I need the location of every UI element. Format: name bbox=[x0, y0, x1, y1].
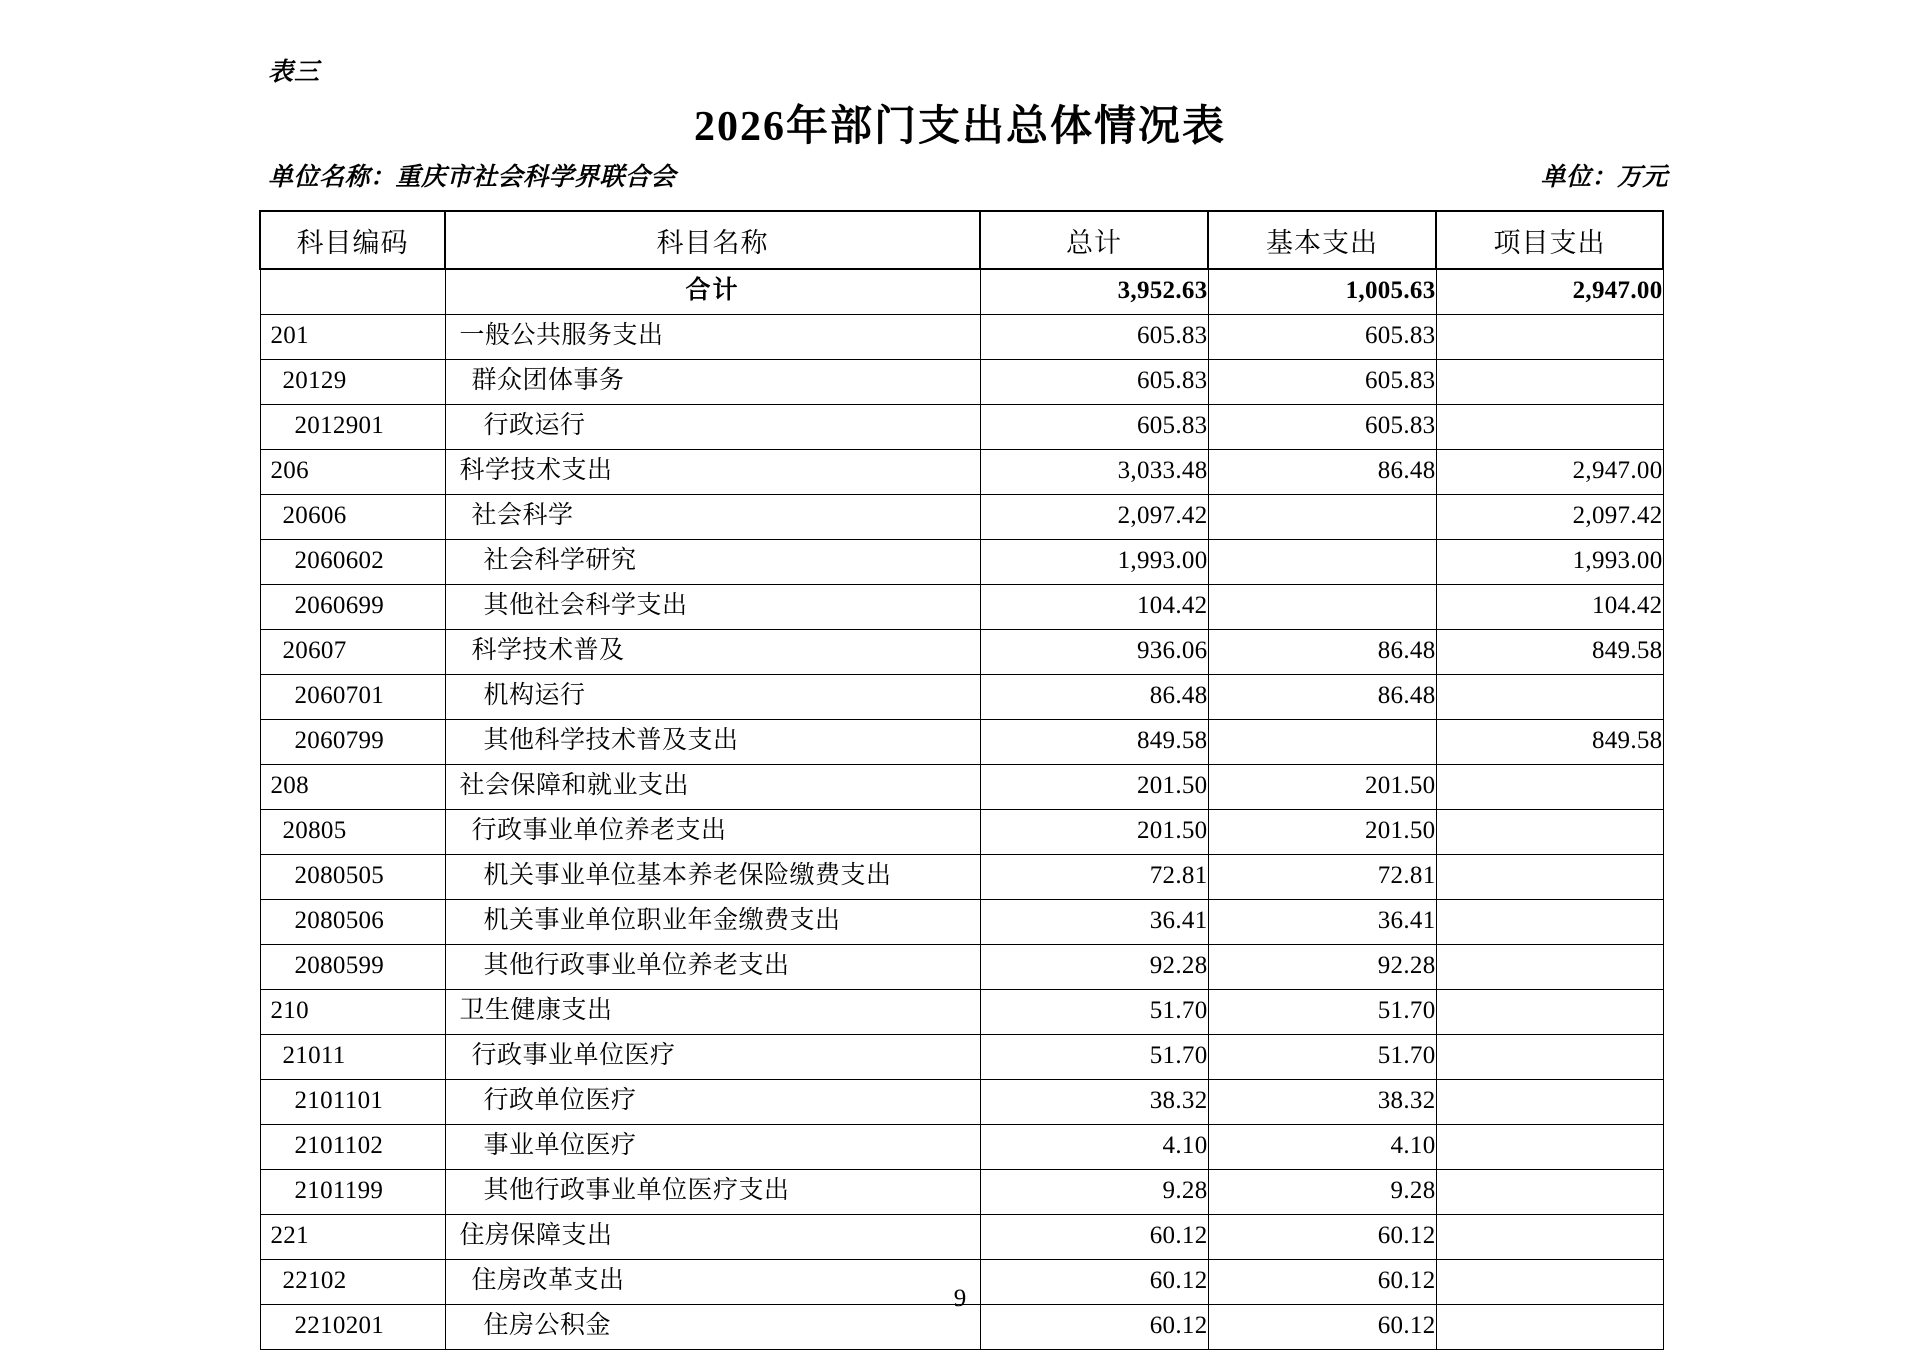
column-header-project: 项目支出 bbox=[1436, 211, 1663, 269]
cell-project bbox=[1436, 1169, 1663, 1214]
column-header-code: 科目编码 bbox=[260, 211, 445, 269]
cell-code: 2060602 bbox=[260, 539, 445, 584]
subtitle-row bbox=[268, 157, 1668, 193]
table-header-row bbox=[260, 211, 1663, 269]
column-header-name: 科目名称 bbox=[445, 211, 980, 269]
cell-name: 合计 bbox=[445, 269, 980, 314]
cell-code: 21011 bbox=[260, 1034, 445, 1079]
cell-basic: 86.48 bbox=[1208, 449, 1436, 494]
cell-basic: 51.70 bbox=[1208, 989, 1436, 1034]
cell-code: 20805 bbox=[260, 809, 445, 854]
cell-project bbox=[1436, 674, 1663, 719]
table-row bbox=[260, 1079, 1663, 1124]
cell-basic: 38.32 bbox=[1208, 1079, 1436, 1124]
cell-code: 2080506 bbox=[260, 899, 445, 944]
cell-name: 事业单位医疗 bbox=[445, 1124, 980, 1169]
cell-total: 2,097.42 bbox=[980, 494, 1208, 539]
cell-project bbox=[1436, 944, 1663, 989]
cell-name: 住房改革支出 bbox=[445, 1259, 980, 1304]
cell-basic: 4.10 bbox=[1208, 1124, 1436, 1169]
cell-project bbox=[1436, 1214, 1663, 1259]
cell-basic: 605.83 bbox=[1208, 404, 1436, 449]
cell-code bbox=[260, 269, 445, 314]
table-row bbox=[260, 584, 1663, 629]
cell-name: 机构运行 bbox=[445, 674, 980, 719]
cell-basic bbox=[1208, 494, 1436, 539]
cell-basic: 86.48 bbox=[1208, 674, 1436, 719]
table-row bbox=[260, 989, 1663, 1034]
table-row bbox=[260, 539, 1663, 584]
cell-name: 机关事业单位基本养老保险缴费支出 bbox=[445, 854, 980, 899]
budget-table bbox=[259, 210, 1664, 1350]
cell-code: 2101199 bbox=[260, 1169, 445, 1214]
cell-name: 社会科学 bbox=[445, 494, 980, 539]
cell-total: 605.83 bbox=[980, 359, 1208, 404]
cell-total: 3,952.63 bbox=[980, 269, 1208, 314]
table-row bbox=[260, 854, 1663, 899]
table-header bbox=[260, 211, 1663, 269]
cell-project: 104.42 bbox=[1436, 584, 1663, 629]
cell-total: 201.50 bbox=[980, 809, 1208, 854]
cell-code: 201 bbox=[260, 314, 445, 359]
cell-code: 2060699 bbox=[260, 584, 445, 629]
cell-code: 210 bbox=[260, 989, 445, 1034]
cell-project: 2,947.00 bbox=[1436, 269, 1663, 314]
cell-project bbox=[1436, 1034, 1663, 1079]
cell-name: 住房保障支出 bbox=[445, 1214, 980, 1259]
cell-code: 2101101 bbox=[260, 1079, 445, 1124]
cell-project: 849.58 bbox=[1436, 719, 1663, 764]
cell-code: 208 bbox=[260, 764, 445, 809]
cell-total: 3,033.48 bbox=[980, 449, 1208, 494]
table-row bbox=[260, 1169, 1663, 1214]
cell-project: 849.58 bbox=[1436, 629, 1663, 674]
unit-name-label: 单位名称：重庆市社会科学界联合会 bbox=[268, 162, 677, 191]
table-row bbox=[260, 494, 1663, 539]
cell-name: 行政单位医疗 bbox=[445, 1079, 980, 1124]
cell-code: 22102 bbox=[260, 1259, 445, 1304]
table-row bbox=[260, 719, 1663, 764]
table-row bbox=[260, 809, 1663, 854]
table-row bbox=[260, 404, 1663, 449]
cell-basic: 36.41 bbox=[1208, 899, 1436, 944]
cell-name: 其他行政事业单位养老支出 bbox=[445, 944, 980, 989]
table-row bbox=[260, 1124, 1663, 1169]
table-row bbox=[260, 764, 1663, 809]
cell-code: 20129 bbox=[260, 359, 445, 404]
table-row bbox=[260, 449, 1663, 494]
cell-project bbox=[1436, 1124, 1663, 1169]
cell-basic: 201.50 bbox=[1208, 809, 1436, 854]
cell-project bbox=[1436, 899, 1663, 944]
cell-project bbox=[1436, 314, 1663, 359]
cell-total: 38.32 bbox=[980, 1079, 1208, 1124]
cell-project bbox=[1436, 764, 1663, 809]
cell-basic: 86.48 bbox=[1208, 629, 1436, 674]
cell-total: 849.58 bbox=[980, 719, 1208, 764]
cell-code: 2210201 bbox=[260, 1304, 445, 1349]
cell-code: 2012901 bbox=[260, 404, 445, 449]
cell-total: 51.70 bbox=[980, 1034, 1208, 1079]
budget-table-container bbox=[259, 210, 1662, 1350]
cell-total: 72.81 bbox=[980, 854, 1208, 899]
cell-name: 科学技术普及 bbox=[445, 629, 980, 674]
cell-basic: 9.28 bbox=[1208, 1169, 1436, 1214]
cell-total: 60.12 bbox=[980, 1259, 1208, 1304]
cell-total: 4.10 bbox=[980, 1124, 1208, 1169]
cell-code: 2080599 bbox=[260, 944, 445, 989]
cell-project: 1,993.00 bbox=[1436, 539, 1663, 584]
cell-name: 机关事业单位职业年金缴费支出 bbox=[445, 899, 980, 944]
cell-total: 51.70 bbox=[980, 989, 1208, 1034]
cell-code: 206 bbox=[260, 449, 445, 494]
cell-basic: 60.12 bbox=[1208, 1259, 1436, 1304]
table-row bbox=[260, 1034, 1663, 1079]
cell-name: 行政运行 bbox=[445, 404, 980, 449]
cell-basic bbox=[1208, 539, 1436, 584]
cell-total: 1,993.00 bbox=[980, 539, 1208, 584]
cell-basic: 1,005.63 bbox=[1208, 269, 1436, 314]
table-row bbox=[260, 944, 1663, 989]
cell-name: 行政事业单位养老支出 bbox=[445, 809, 980, 854]
cell-total: 201.50 bbox=[980, 764, 1208, 809]
cell-name: 科学技术支出 bbox=[445, 449, 980, 494]
table-row bbox=[260, 899, 1663, 944]
table-row bbox=[260, 629, 1663, 674]
cell-total: 60.12 bbox=[980, 1214, 1208, 1259]
cell-project bbox=[1436, 989, 1663, 1034]
cell-basic: 60.12 bbox=[1208, 1214, 1436, 1259]
page-number: 9 bbox=[953, 1285, 967, 1312]
cell-project: 2,097.42 bbox=[1436, 494, 1663, 539]
cell-code: 2060701 bbox=[260, 674, 445, 719]
cell-basic: 51.70 bbox=[1208, 1034, 1436, 1079]
cell-name: 社会保障和就业支出 bbox=[445, 764, 980, 809]
cell-basic: 605.83 bbox=[1208, 359, 1436, 404]
column-header-basic: 基本支出 bbox=[1208, 211, 1436, 269]
cell-basic: 605.83 bbox=[1208, 314, 1436, 359]
cell-basic: 92.28 bbox=[1208, 944, 1436, 989]
cell-code: 221 bbox=[260, 1214, 445, 1259]
table-row-total bbox=[260, 269, 1663, 314]
table-row bbox=[260, 1214, 1663, 1259]
cell-total: 86.48 bbox=[980, 674, 1208, 719]
cell-project bbox=[1436, 809, 1663, 854]
cell-name: 其他科学技术普及支出 bbox=[445, 719, 980, 764]
cell-code: 2060799 bbox=[260, 719, 445, 764]
cell-basic: 60.12 bbox=[1208, 1304, 1436, 1349]
page-title: 2026年部门支出总体情况表 bbox=[693, 104, 1226, 150]
column-header-total: 总计 bbox=[980, 211, 1208, 269]
unit-measure-label: 单位：万元 bbox=[1540, 162, 1668, 191]
cell-total: 605.83 bbox=[980, 404, 1208, 449]
table-row bbox=[260, 674, 1663, 719]
cell-name: 一般公共服务支出 bbox=[445, 314, 980, 359]
table-body bbox=[260, 269, 1663, 1349]
cell-total: 605.83 bbox=[980, 314, 1208, 359]
cell-project: 2,947.00 bbox=[1436, 449, 1663, 494]
sheet-label: 表三 bbox=[268, 57, 321, 86]
cell-total: 92.28 bbox=[980, 944, 1208, 989]
cell-name: 行政事业单位医疗 bbox=[445, 1034, 980, 1079]
cell-total: 36.41 bbox=[980, 899, 1208, 944]
cell-total: 936.06 bbox=[980, 629, 1208, 674]
cell-project bbox=[1436, 404, 1663, 449]
cell-basic bbox=[1208, 584, 1436, 629]
cell-basic: 72.81 bbox=[1208, 854, 1436, 899]
cell-project bbox=[1436, 1079, 1663, 1124]
cell-code: 20607 bbox=[260, 629, 445, 674]
cell-project bbox=[1436, 359, 1663, 404]
cell-name: 住房公积金 bbox=[445, 1304, 980, 1349]
cell-project bbox=[1436, 854, 1663, 899]
cell-name: 群众团体事务 bbox=[445, 359, 980, 404]
cell-name: 其他行政事业单位医疗支出 bbox=[445, 1169, 980, 1214]
cell-total: 60.12 bbox=[980, 1304, 1208, 1349]
cell-code: 20606 bbox=[260, 494, 445, 539]
table-row bbox=[260, 359, 1663, 404]
cell-code: 2080505 bbox=[260, 854, 445, 899]
cell-code: 2101102 bbox=[260, 1124, 445, 1169]
cell-total: 104.42 bbox=[980, 584, 1208, 629]
table-row bbox=[260, 314, 1663, 359]
cell-basic bbox=[1208, 719, 1436, 764]
cell-basic: 201.50 bbox=[1208, 764, 1436, 809]
cell-total: 9.28 bbox=[980, 1169, 1208, 1214]
cell-name: 社会科学研究 bbox=[445, 539, 980, 584]
cell-name: 卫生健康支出 bbox=[445, 989, 980, 1034]
cell-name: 其他社会科学支出 bbox=[445, 584, 980, 629]
